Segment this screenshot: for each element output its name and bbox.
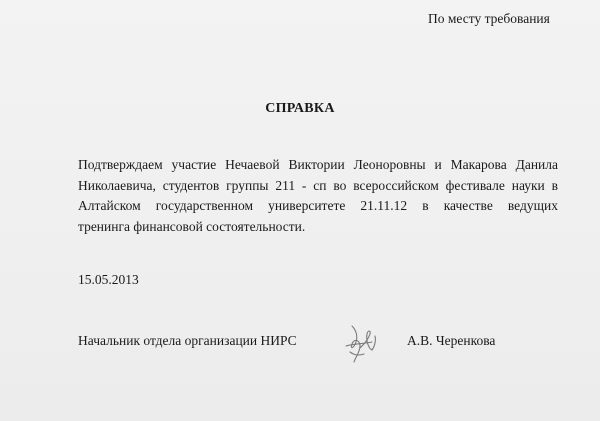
handwritten-signature xyxy=(338,322,386,366)
document-title: СПРАВКА xyxy=(265,101,335,116)
signer-name: А.В. Черенкова xyxy=(407,333,496,348)
body-line: Подтверждаем участие Нечаевой Виктории Леоноровны и Макарова Данила xyxy=(78,157,558,172)
addressee-line: По месту требования xyxy=(428,11,550,26)
body-line: Николаевича, студентов группы 211 - сп во всероссийском фестивале науки в xyxy=(78,177,558,193)
document-date: 15.05.2013 xyxy=(78,272,139,287)
document-body xyxy=(78,155,558,237)
body-line: Алтайском государственном университете 21.11.12 в качестве ведущих xyxy=(78,198,558,213)
signer-title: Начальник отдела организации НИРС xyxy=(78,333,297,348)
body-line: тренинга финансовой состоятельности. xyxy=(78,218,306,234)
